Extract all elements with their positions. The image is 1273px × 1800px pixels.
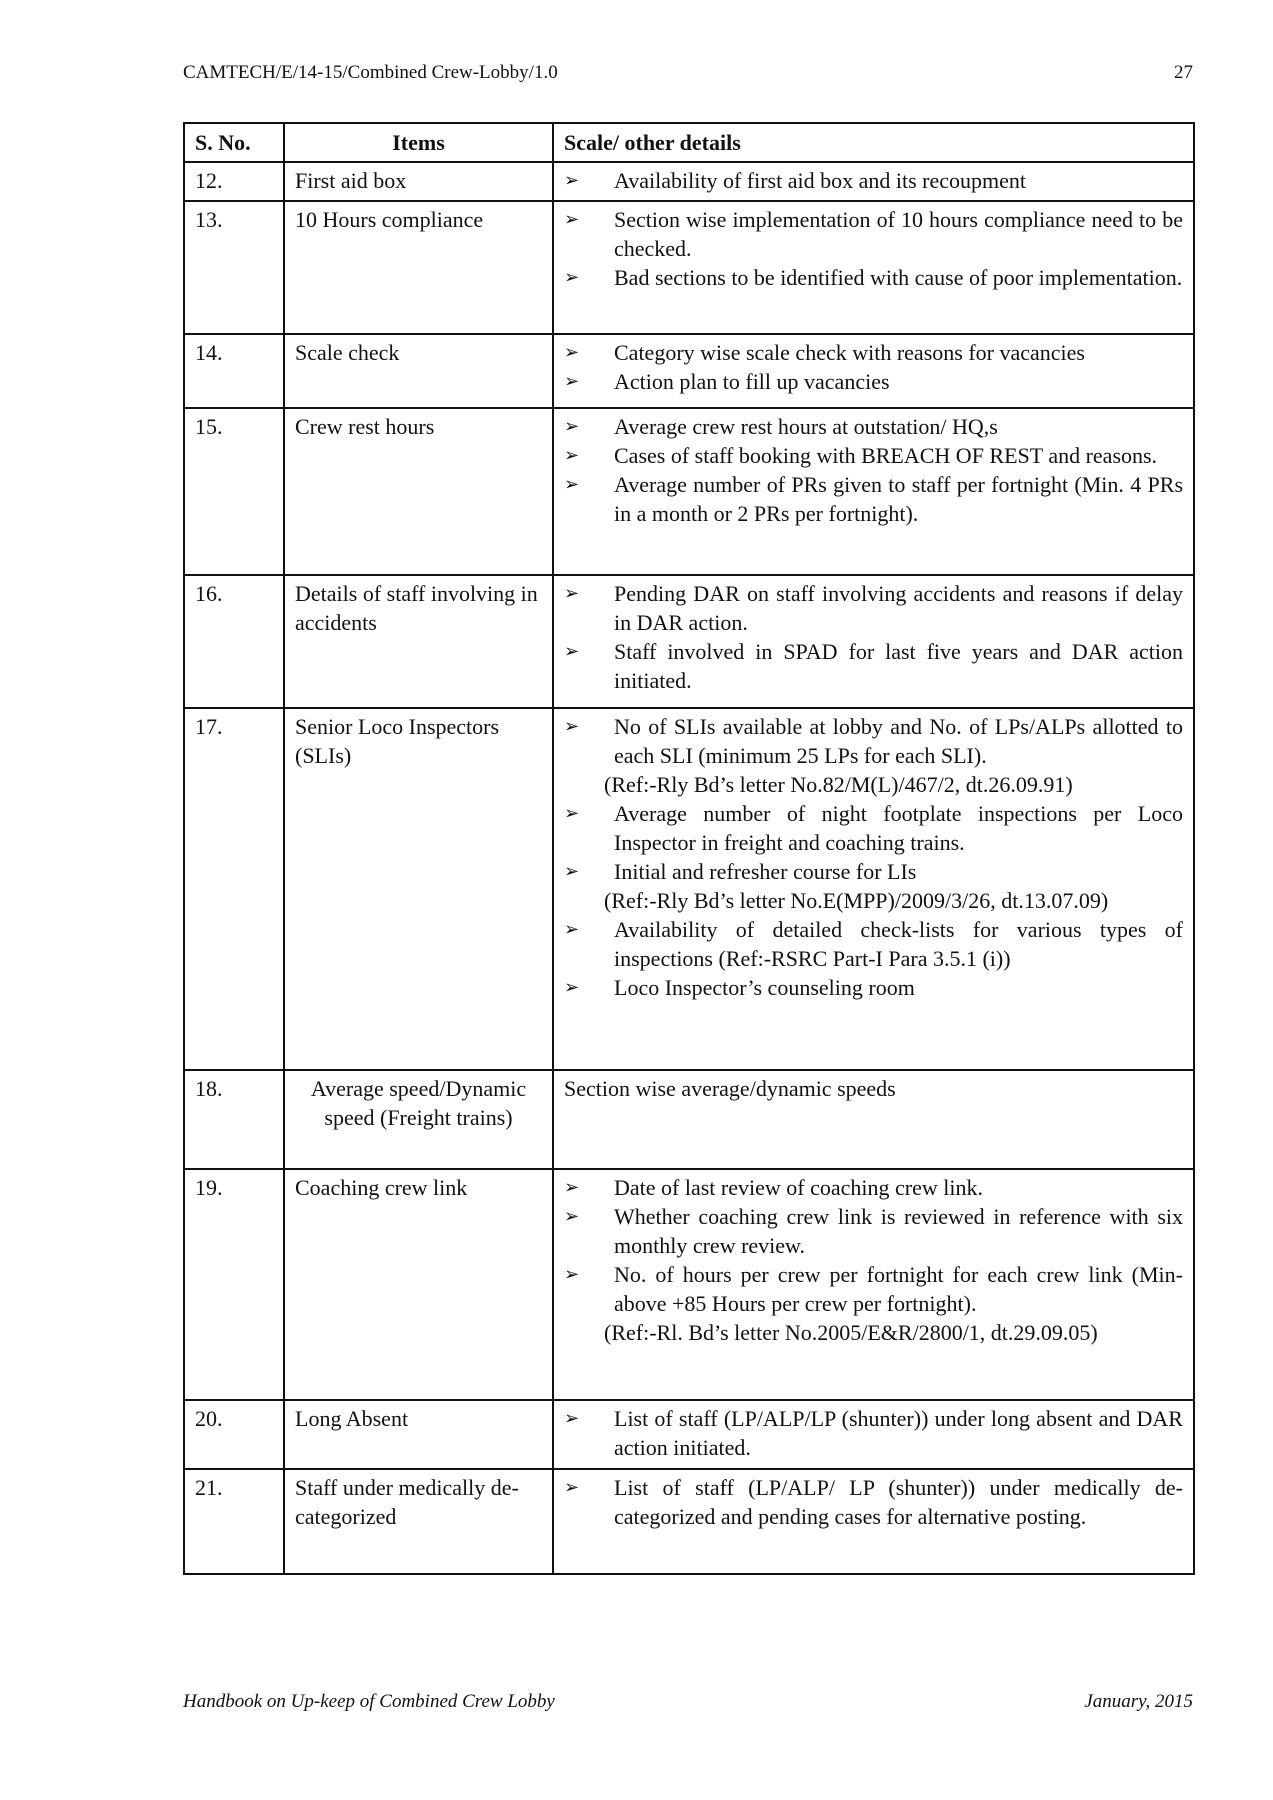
bullet-text: Average crew rest hours at outstation/ HQ,s	[614, 414, 998, 439]
cell-item: 10 Hours compliance	[284, 201, 553, 334]
arrow-bullet-icon: ➢	[564, 170, 580, 190]
cell-sno: 15.	[184, 408, 284, 575]
bullet-item	[564, 973, 1183, 1002]
bullet-item	[564, 166, 1183, 195]
footer-title: Handbook on Up-keep of Combined Crew Lobby	[183, 1691, 555, 1712]
cell-details	[553, 162, 1194, 201]
document-code: CAMTECH/E/14-15/Combined Crew-Lobby/1.0	[183, 62, 558, 83]
bullet-item	[564, 915, 1183, 973]
cell-details	[553, 1469, 1194, 1574]
cell-sno: 18.	[184, 1070, 284, 1169]
bullet-item	[564, 1404, 1183, 1462]
cell-details	[553, 1169, 1194, 1400]
cell-item: Average speed/Dynamic speed (Freight trains)	[284, 1070, 553, 1169]
cell-details	[553, 708, 1194, 1070]
bullet-text: No of SLIs available at lobby and No. of LPs/ALPs allotted to each SLI (minimum 25 LPs for each SLI).	[614, 714, 1183, 768]
cell-details	[553, 1070, 1194, 1169]
bullet-item	[564, 712, 1183, 770]
cell-sno: 19.	[184, 1169, 284, 1400]
footer-date: January, 2015	[1084, 1691, 1193, 1712]
table-row	[184, 162, 1194, 201]
table-row	[184, 708, 1194, 1070]
reference-note: (Ref:-Rly Bd’s letter No.82/M(L)/467/2, dt.26.09.91)	[604, 772, 1073, 797]
cell-item: Long Absent	[284, 1400, 553, 1469]
bullet-item	[564, 579, 1183, 637]
arrow-bullet-icon: ➢	[564, 1408, 580, 1428]
reference-note: (Ref:-Rly Bd’s letter No.E(MPP)/2009/3/26, dt.13.07.09)	[604, 888, 1109, 913]
table-row	[184, 1469, 1194, 1574]
cell-sno: 20.	[184, 1400, 284, 1469]
bullet-text: Category wise scale check with reasons for vacancies	[614, 340, 1085, 365]
column-header-sno: S. No.	[184, 123, 284, 162]
bullet-item	[564, 799, 1183, 857]
cell-details	[553, 575, 1194, 708]
cell-sno: 21.	[184, 1469, 284, 1574]
bullet-text: Average number of PRs given to staff per fortnight (Min. 4 PRs in a month or 2 PRs per fortnight).	[614, 472, 1183, 526]
bullet-text: Loco Inspector’s counseling room	[614, 975, 915, 1000]
bullet-item	[564, 1260, 1183, 1318]
arrow-bullet-icon: ➢	[564, 977, 580, 997]
cell-details	[553, 201, 1194, 334]
bullet-text: Whether coaching crew link is reviewed in reference with six monthly crew review.	[614, 1204, 1183, 1258]
bullet-text: Cases of staff booking with BREACH OF REST and reasons.	[614, 443, 1158, 468]
bullet-item	[564, 367, 1183, 396]
detail-text: Section wise average/dynamic speeds	[564, 1076, 896, 1101]
table-row	[184, 575, 1194, 708]
bullet-text: Action plan to fill up vacancies	[614, 369, 890, 394]
arrow-bullet-icon: ➢	[564, 919, 580, 939]
cell-details	[553, 334, 1194, 408]
cell-sno: 16.	[184, 575, 284, 708]
bullet-text: Availability of detailed check-lists for various types of inspections (Ref:-RSRC Part-I Para 3.5.1 (i))	[614, 917, 1183, 971]
bullet-item	[564, 1473, 1183, 1531]
bullet-item	[564, 263, 1183, 292]
arrow-bullet-icon: ➢	[564, 209, 580, 229]
bullet-text: Date of last review of coaching crew link.	[614, 1175, 983, 1200]
cell-item: Scale check	[284, 334, 553, 408]
table-row	[184, 1070, 1194, 1169]
cell-sno: 14.	[184, 334, 284, 408]
arrow-bullet-icon: ➢	[564, 641, 580, 661]
bullet-item	[564, 637, 1183, 695]
bullet-text: Section wise implementation of 10 hours compliance need to be checked.	[614, 207, 1183, 261]
bullet-item	[564, 338, 1183, 367]
cell-item: Crew rest hours	[284, 408, 553, 575]
column-header-details: Scale/ other details	[553, 123, 1194, 162]
cell-item: Senior Loco Inspectors (SLIs)	[284, 708, 553, 1070]
bullet-text: Pending DAR on staff involving accidents and reasons if delay in DAR action.	[614, 581, 1183, 635]
arrow-bullet-icon: ➢	[564, 445, 580, 465]
table-row	[184, 1169, 1194, 1400]
bullet-text: Average number of night footplate inspections per Loco Inspector in freight and coaching trains.	[614, 801, 1183, 855]
column-header-items: Items	[284, 123, 553, 162]
inspection-table	[183, 122, 1195, 1575]
reference-note: (Ref:-Rl. Bd’s letter No.2005/E&R/2800/1, dt.29.09.05)	[604, 1320, 1098, 1345]
arrow-bullet-icon: ➢	[564, 371, 580, 391]
page-number: 27	[1174, 62, 1193, 83]
table-row	[184, 334, 1194, 408]
bullet-item	[564, 857, 1183, 886]
table-header-row	[184, 123, 1194, 162]
table-row	[184, 408, 1194, 575]
cell-details	[553, 1400, 1194, 1469]
arrow-bullet-icon: ➢	[564, 1177, 580, 1197]
bullet-text: List of staff (LP/ALP/LP (shunter)) under long absent and DAR action initiated.	[614, 1406, 1183, 1460]
cell-details	[553, 408, 1194, 575]
bullet-text: Initial and refresher course for LIs	[614, 859, 917, 884]
arrow-bullet-icon: ➢	[564, 342, 580, 362]
table-row	[184, 201, 1194, 334]
cell-item: Details of staff involving in accidents	[284, 575, 553, 708]
cell-item: Staff under medically de-categorized	[284, 1469, 553, 1574]
bullet-text: Bad sections to be identified with cause of poor implementation.	[614, 265, 1183, 290]
bullet-item	[564, 1202, 1183, 1260]
cell-sno: 17.	[184, 708, 284, 1070]
bullet-item	[564, 205, 1183, 263]
arrow-bullet-icon: ➢	[564, 474, 580, 494]
bullet-item	[564, 441, 1183, 470]
arrow-bullet-icon: ➢	[564, 803, 580, 823]
arrow-bullet-icon: ➢	[564, 1264, 580, 1284]
cell-item: Coaching crew link	[284, 1169, 553, 1400]
arrow-bullet-icon: ➢	[564, 861, 580, 881]
arrow-bullet-icon: ➢	[564, 1206, 580, 1226]
cell-item: First aid box	[284, 162, 553, 201]
cell-sno: 13.	[184, 201, 284, 334]
arrow-bullet-icon: ➢	[564, 583, 580, 603]
bullet-item	[564, 470, 1183, 528]
bullet-text: Staff involved in SPAD for last five years and DAR action initiated.	[614, 639, 1183, 693]
bullet-text: Availability of first aid box and its recoupment	[614, 168, 1026, 193]
bullet-text: List of staff (LP/ALP/ LP (shunter)) under medically de-categorized and pending cases for alternative posting.	[614, 1475, 1183, 1529]
arrow-bullet-icon: ➢	[564, 267, 580, 287]
arrow-bullet-icon: ➢	[564, 1477, 580, 1497]
arrow-bullet-icon: ➢	[564, 716, 580, 736]
table-row	[184, 1400, 1194, 1469]
bullet-text: No. of hours per crew per fortnight for each crew link (Min- above +85 Hours per crew per fortnight).	[614, 1262, 1183, 1316]
cell-sno: 12.	[184, 162, 284, 201]
bullet-item	[564, 1173, 1183, 1202]
bullet-item	[564, 412, 1183, 441]
arrow-bullet-icon: ➢	[564, 416, 580, 436]
